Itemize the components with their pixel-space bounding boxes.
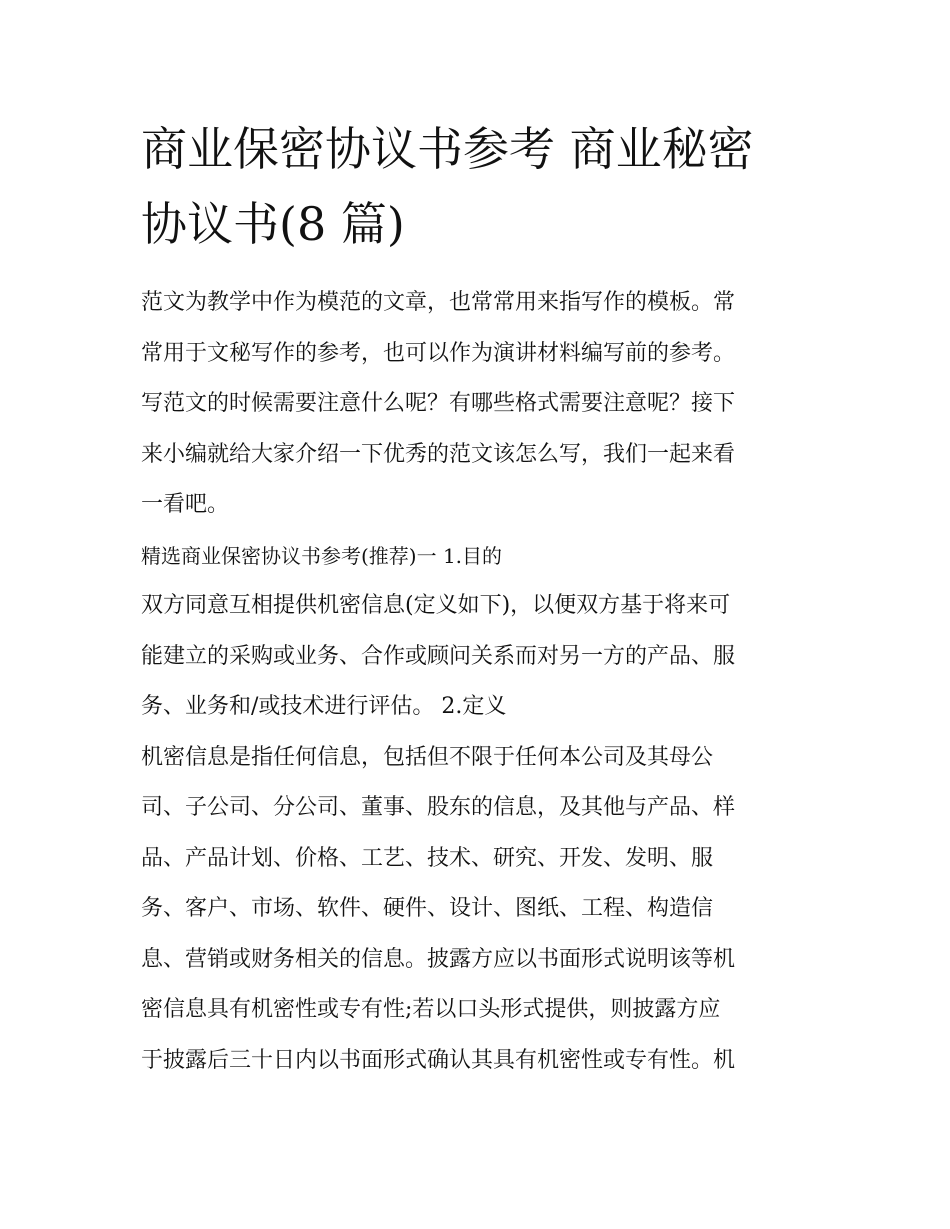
body-line: 常用于文秘写作的参考，也可以作为演讲材料编写前的参考。 bbox=[141, 340, 736, 366]
body-line: 密信息具有机密性或专有性;若以口头形式提供，则披露方应 bbox=[141, 997, 721, 1022]
body-line: 司、子公司、分公司、董事、股东的信息，及其他与产品、样 bbox=[141, 795, 736, 820]
document-body bbox=[141, 278, 813, 1086]
section-heading: 精选商业保密协议书参考(推荐)一 1.目的 bbox=[141, 543, 503, 568]
document-content bbox=[141, 112, 813, 1086]
body-line: 写范文的时候需要注意什么呢？有哪些格式需要注意呢？接下 bbox=[141, 391, 736, 416]
body-line: 一看吧。 bbox=[141, 492, 230, 517]
body-line: 双方同意互相提供机密信息(定义如下)，以便双方基于将来可 bbox=[141, 593, 731, 618]
body-line: 品、产品计划、价格、工艺、技术、研究、开发、发明、服 bbox=[141, 845, 714, 871]
document-title bbox=[141, 112, 813, 262]
body-line: 务、客户、市场、软件、硬件、设计、图纸、工程、构造信 bbox=[141, 896, 714, 921]
title-line-1: 商业保密协议书参考 商业秘密 bbox=[141, 122, 754, 176]
body-line: 能建立的采购或业务、合作或顾问关系而对另一方的产品、服 bbox=[141, 643, 736, 669]
body-line: 息、营销或财务相关的信息。披露方应以书面形式说明该等机 bbox=[141, 946, 736, 972]
body-line: 机密信息是指任何信息，包括但不限于任何本公司及其母公 bbox=[141, 744, 714, 770]
body-line: 范文为教学中作为模范的文章，也常常用来指写作的模板。常 bbox=[141, 290, 736, 315]
body-line: 来小编就给大家介绍一下优秀的范文该怎么写，我们一起来看 bbox=[141, 441, 736, 467]
body-line: 务、业务和/或技术进行评估。 2.定义 bbox=[141, 694, 507, 719]
title-line-2: 协议书(8 篇) bbox=[141, 197, 405, 251]
body-line: 于披露后三十日内以书面形式确认其具有机密性或专有性。机 bbox=[141, 1047, 736, 1073]
